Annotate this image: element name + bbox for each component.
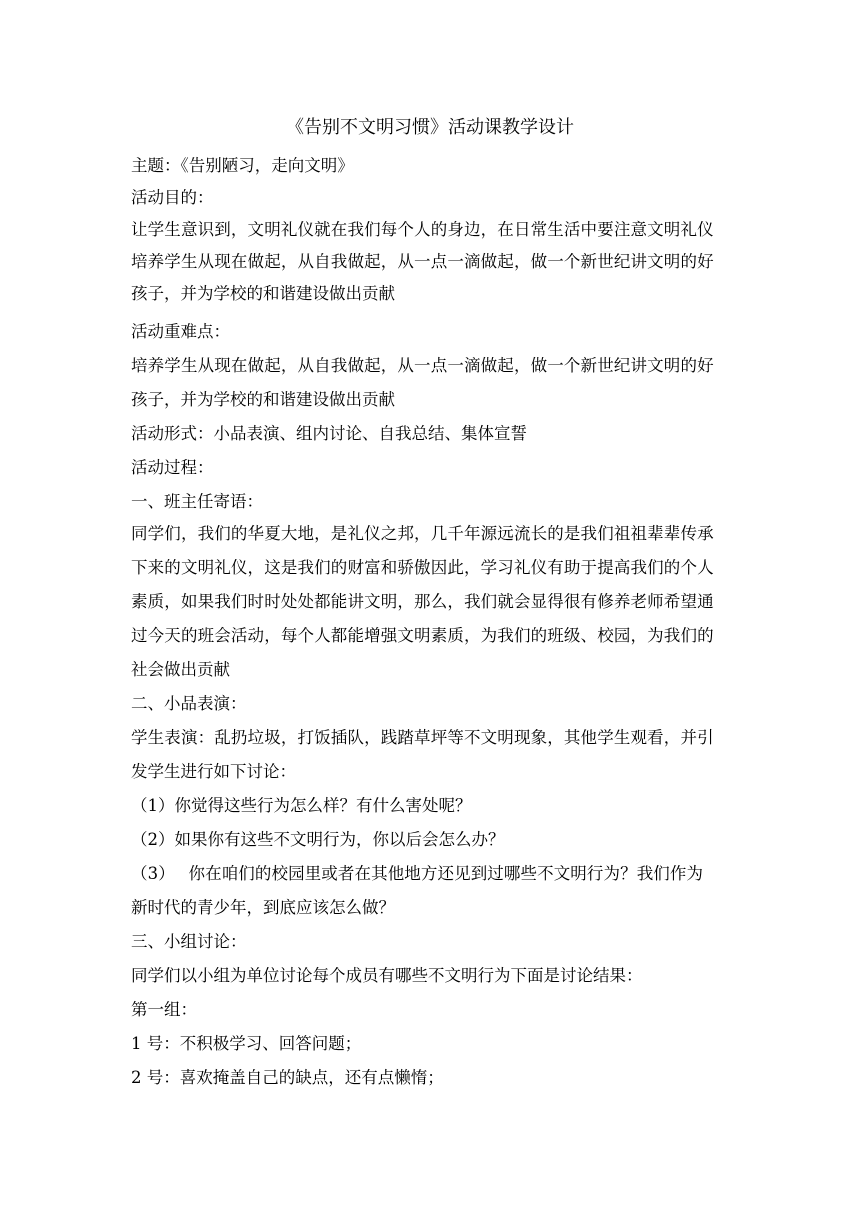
paragraph-line: 让学生意识到，文明礼仪就在我们每个人的身边，在日常生活中要注意文明礼仪 bbox=[131, 220, 714, 239]
activity-form-line: 活动形式：小品表演、组内讨论、自我总结、集体宣誓 bbox=[131, 424, 527, 443]
question-line: （3） 你在咱们的校园里或者在其他地方还见到过哪些不文明行为？我们作为 bbox=[131, 864, 704, 883]
question-line: （2）如果你有这些不文明行为，你以后会怎么办？ bbox=[131, 830, 505, 849]
key-points-heading: 活动重难点： bbox=[131, 322, 230, 341]
section-heading: 二、小品表演： bbox=[131, 694, 247, 713]
paragraph-line: 素质，如果我们时时处处都能讲文明，那么，我们就会显得很有修养老师希望通 bbox=[131, 592, 714, 611]
paragraph-line: 同学们，我们的华夏大地，是礼仪之邦，几千年源远流长的是我们祖祖辈辈传承 bbox=[131, 524, 714, 543]
list-item: 1 号：不积极学习、回答问题； bbox=[131, 1034, 362, 1053]
section-heading: 三、小组讨论： bbox=[131, 932, 247, 951]
paragraph-line: 同学们以小组为单位讨论每个成员有哪些不文明行为下面是讨论结果： bbox=[131, 966, 643, 985]
paragraph-line: 学生表演：乱扔垃圾，打饭插队，践踏草坪等不文明现象，其他学生观看，并引 bbox=[131, 728, 714, 747]
paragraph-line: 孩子，并为学校的和谐建设做出贡献 bbox=[131, 284, 395, 303]
group-heading: 第一组： bbox=[131, 1000, 197, 1019]
paragraph-line: 下来的文明礼仪，这是我们的财富和骄傲因此，学习礼仪有助于提高我们的个人 bbox=[131, 558, 714, 577]
activity-purpose-heading: 活动目的： bbox=[131, 188, 214, 207]
paragraph-line: 孩子，并为学校的和谐建设做出贡献 bbox=[131, 390, 395, 409]
paragraph-line: 培养学生从现在做起，从自我做起，从一点一滴做起，做一个新世纪讲文明的好 bbox=[131, 252, 714, 271]
activity-process-heading: 活动过程： bbox=[131, 458, 214, 477]
paragraph-line: 过今天的班会活动，每个人都能增强文明素质，为我们的班级、校园，为我们的 bbox=[131, 626, 714, 645]
paragraph-line: 社会做出贡献 bbox=[131, 660, 230, 679]
question-line: （1）你觉得这些行为怎么样？有什么害处呢？ bbox=[131, 796, 472, 815]
question-line: 新时代的青少年，到底应该怎么做？ bbox=[131, 898, 395, 917]
paragraph-line: 培养学生从现在做起，从自我做起，从一点一滴做起，做一个新世纪讲文明的好 bbox=[131, 356, 714, 375]
section-heading: 一、班主任寄语： bbox=[131, 492, 263, 511]
document-title: 《告别不文明习惯》活动课教学设计 bbox=[286, 117, 574, 138]
list-item: 2 号：喜欢掩盖自己的缺点，还有点懒惰； bbox=[131, 1068, 444, 1087]
theme-line: 主题：《告别陋习，走向文明》 bbox=[131, 156, 354, 175]
paragraph-line: 发学生进行如下讨论： bbox=[131, 762, 296, 781]
